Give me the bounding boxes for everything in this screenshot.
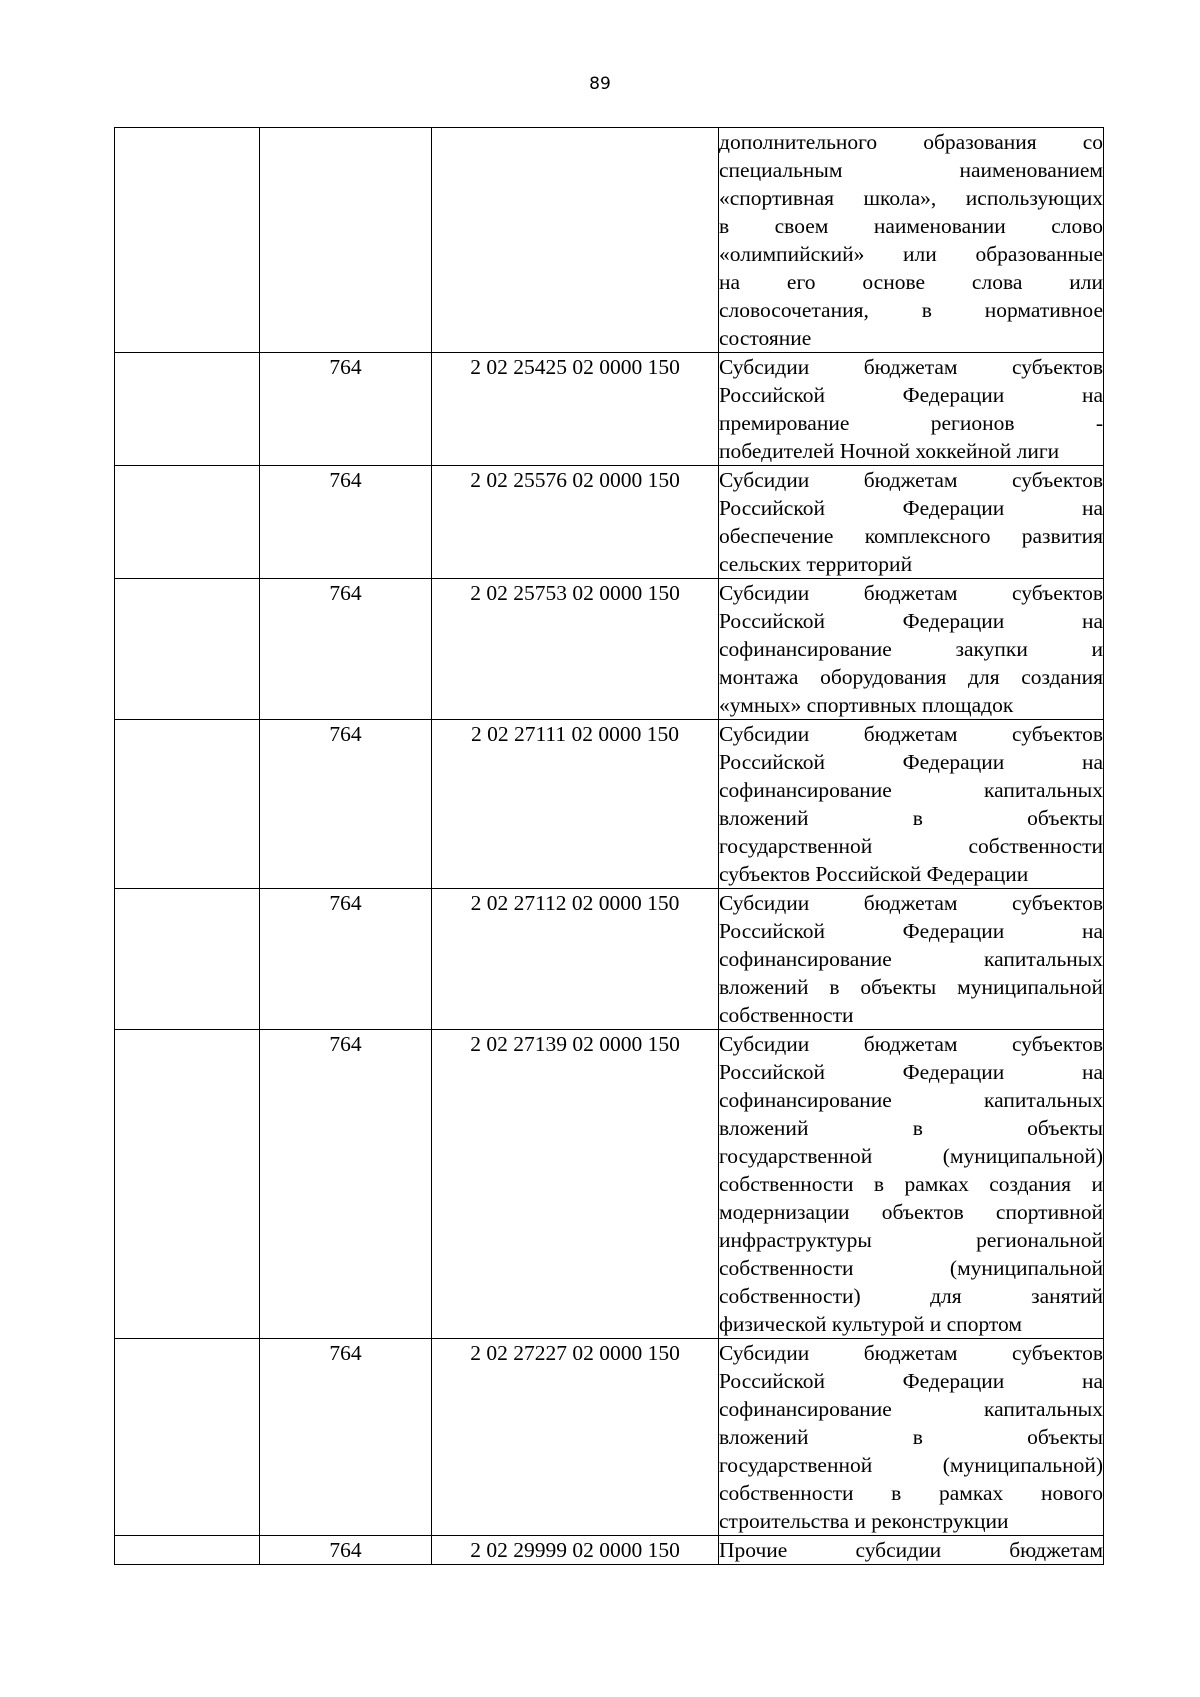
description-line: Российской Федерации на	[719, 1369, 1103, 1393]
empty-cell	[115, 466, 260, 579]
description-line: Субсидии бюджетам субъектов	[719, 581, 1103, 605]
budget-code-cell: 2 02 27139 02 0000 150	[432, 1030, 719, 1339]
description-line: победителей Ночной хоккейной лиги	[719, 439, 1060, 463]
table-row	[115, 720, 1104, 889]
description-line: Субсидии бюджетам субъектов	[719, 1341, 1103, 1365]
budget-code-cell: 2 02 25753 02 0000 150	[432, 579, 719, 720]
table-row	[115, 1339, 1104, 1536]
description-line: вложений в объекты муниципальной	[719, 975, 1103, 999]
description-line: Российской Федерации на	[719, 750, 1103, 774]
description-cell	[719, 579, 1104, 720]
page-number: 89	[589, 74, 611, 94]
description-cell	[719, 128, 1104, 353]
description-line: «спортивная школа», использующих	[719, 186, 1103, 210]
description-line: «умных» спортивных площадок	[719, 693, 1014, 717]
description-line: Прочие субсидии бюджетам	[719, 1538, 1103, 1562]
description-line: вложений в объекты	[719, 1425, 1103, 1449]
description-line: Российской Федерации на	[719, 919, 1103, 943]
description-line: собственности	[719, 1003, 854, 1027]
description-line: Российской Федерации на	[719, 383, 1103, 407]
description-cell	[719, 1339, 1104, 1536]
description-cell	[719, 720, 1104, 889]
description-line: Субсидии бюджетам субъектов	[719, 1032, 1103, 1056]
description-line: инфраструктуры региональной	[719, 1228, 1103, 1252]
description-line: «олимпийский» или образованные	[719, 242, 1103, 266]
empty-cell	[115, 1536, 260, 1565]
budget-code-cell: 2 02 25425 02 0000 150	[432, 353, 719, 466]
table-row	[115, 353, 1104, 466]
description-line: специальным наименованием	[719, 158, 1103, 182]
admin-code-cell: 764	[260, 579, 432, 720]
empty-cell	[115, 128, 260, 353]
admin-code-cell: 764	[260, 1030, 432, 1339]
description-line: собственности в рамках создания и	[719, 1172, 1103, 1196]
description-line: сельских территорий	[719, 552, 913, 576]
table-row	[115, 579, 1104, 720]
description-cell	[719, 353, 1104, 466]
description-line: собственности (муниципальной	[719, 1256, 1103, 1280]
description-line: строительства и реконструкции	[719, 1509, 1009, 1533]
description-line: состояние	[719, 326, 812, 350]
budget-code-cell: 2 02 25576 02 0000 150	[432, 466, 719, 579]
description-line: физической культурой и спортом	[719, 1312, 1022, 1336]
empty-cell	[115, 1339, 260, 1536]
description-line: Субсидии бюджетам субъектов	[719, 468, 1103, 492]
empty-cell	[115, 353, 260, 466]
description-cell	[719, 889, 1104, 1030]
table-row	[115, 889, 1104, 1030]
description-line: в своем наименовании слово	[719, 214, 1103, 238]
description-line: государственной собственности	[719, 834, 1103, 858]
description-line: Субсидии бюджетам субъектов	[719, 722, 1103, 746]
admin-code-cell: 764	[260, 353, 432, 466]
admin-code-cell: 764	[260, 1339, 432, 1536]
admin-code-cell: 764	[260, 889, 432, 1030]
description-line: Российской Федерации на	[719, 496, 1103, 520]
description-line: софинансирование капитальных	[719, 1397, 1103, 1421]
table-body	[115, 128, 1104, 1565]
budget-code-cell	[432, 128, 719, 353]
description-line: вложений в объекты	[719, 806, 1103, 830]
table-row	[115, 1030, 1104, 1339]
admin-code-cell: 764	[260, 1536, 432, 1565]
table-row	[115, 466, 1104, 579]
description-line: Российской Федерации на	[719, 609, 1103, 633]
description-line: премирование регионов -	[719, 411, 1103, 435]
description-cell	[719, 1030, 1104, 1339]
empty-cell	[115, 1030, 260, 1339]
budget-code-cell: 2 02 29999 02 0000 150	[432, 1536, 719, 1565]
description-cell	[719, 466, 1104, 579]
description-line: вложений в объекты	[719, 1116, 1103, 1140]
description-line: Субсидии бюджетам субъектов	[719, 355, 1103, 379]
admin-code-cell: 764	[260, 720, 432, 889]
empty-cell	[115, 889, 260, 1030]
budget-code-cell: 2 02 27227 02 0000 150	[432, 1339, 719, 1536]
description-line: модернизации объектов спортивной	[719, 1200, 1103, 1224]
description-line: софинансирование капитальных	[719, 947, 1103, 971]
description-line: дополнительного образования со	[719, 130, 1103, 154]
budget-code-cell: 2 02 27111 02 0000 150	[432, 720, 719, 889]
description-line: на его основе слова или	[719, 270, 1103, 294]
description-line: софинансирование закупки и	[719, 637, 1103, 661]
description-line: собственности в рамках нового	[719, 1481, 1103, 1505]
description-line: государственной (муниципальной)	[719, 1144, 1103, 1168]
empty-cell	[115, 579, 260, 720]
description-line: софинансирование капитальных	[719, 778, 1103, 802]
description-line: Российской Федерации на	[719, 1060, 1103, 1084]
budget-code-cell: 2 02 27112 02 0000 150	[432, 889, 719, 1030]
description-cell	[719, 1536, 1104, 1565]
empty-cell	[115, 720, 260, 889]
description-line: государственной (муниципальной)	[719, 1453, 1103, 1477]
description-line: софинансирование капитальных	[719, 1088, 1103, 1112]
description-line: словосочетания, в нормативное	[719, 298, 1103, 322]
description-line: Субсидии бюджетам субъектов	[719, 891, 1103, 915]
budget-codes-table	[114, 127, 1104, 1565]
description-line: субъектов Российской Федерации	[719, 862, 1029, 886]
admin-code-cell: 764	[260, 466, 432, 579]
description-line: монтажа оборудования для создания	[719, 665, 1103, 689]
table-row	[115, 1536, 1104, 1565]
table-row	[115, 128, 1104, 353]
description-line: обеспечение комплексного развития	[719, 524, 1103, 548]
description-line: собственности) для занятий	[719, 1284, 1103, 1308]
admin-code-cell	[260, 128, 432, 353]
